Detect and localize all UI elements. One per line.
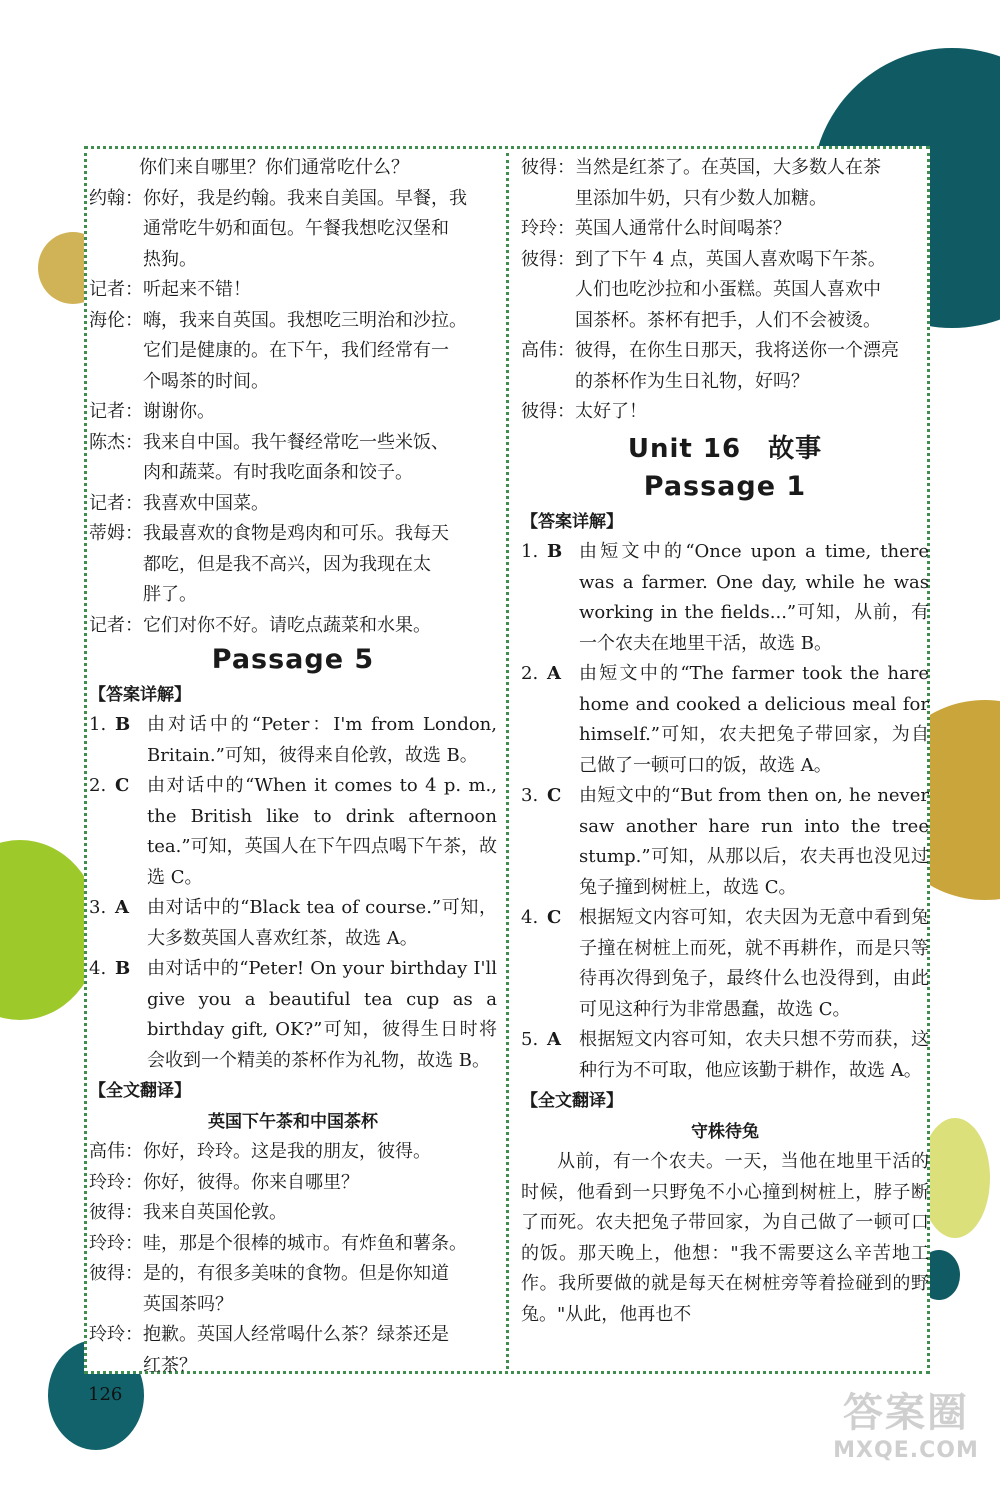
dialogue-continuation: 你们来自哪里？你们通常吃什么？ bbox=[139, 157, 409, 178]
speaker-name: 彼得： bbox=[89, 1202, 143, 1223]
answer-explanation: 由对话中的“Peter：I'm from London, Britain.”可知，彼得来自伦敦，故选 B。 bbox=[147, 714, 497, 766]
answer-explanation-tag: 【答案详解】 bbox=[521, 511, 623, 532]
dialogue-line bbox=[89, 611, 497, 642]
answer-letter: A bbox=[547, 663, 561, 684]
translation-title: 守株待兔 bbox=[691, 1121, 759, 1142]
dialogue-text: 我来自英国伦敦。 bbox=[143, 1202, 287, 1223]
dialogue-text: 太好了！ bbox=[575, 401, 647, 422]
watermark-text: 答案圈 bbox=[843, 1390, 969, 1436]
dialogue-text: 你好，彼得。你来自哪里？ bbox=[143, 1171, 359, 1193]
speaker-name: 记者： bbox=[89, 614, 143, 636]
story-paragraph: 从前，有一个农夫。一天，当他在地里干活的时候，他看到一只野兔不小心撞到树桩上，脖子断了而死。农夫把兔子带回家，为自己做了一顿可口的饭。那天晚上，他想："我不需要这么辛苦地工作。我所要做的就是每天在树桩旁等着捡碰到的野兔。"从此，他再也不 bbox=[521, 1151, 929, 1325]
answer-explanation: 由对话中的“Peter! On your birthday I'll give you a beautiful tea cup as a birthday gift, OK?”可知，彼得生日时将会收到一个精美的茶杯作为礼物，故选 B。 bbox=[147, 958, 497, 1071]
dialogue-text: 里添加牛奶，只有少数人加糖。 bbox=[575, 187, 827, 209]
dialogue-text: 通常吃牛奶和面包。午餐我想吃汉堡和 bbox=[143, 218, 449, 239]
answer-item bbox=[89, 893, 497, 954]
speaker-name: 彼得： bbox=[89, 1263, 143, 1284]
dialogue-line bbox=[89, 519, 497, 550]
dialogue-text: 我来自中国。我午餐经常吃一些米饭、 bbox=[143, 431, 449, 453]
dialogue-line bbox=[89, 275, 497, 306]
answer-number: 1. bbox=[521, 541, 539, 562]
dialogue-text: 抱歉。英国人经常喝什么茶？绿茶还是 bbox=[143, 1324, 449, 1345]
answer-item bbox=[521, 659, 929, 781]
answer-number: 4. bbox=[89, 958, 107, 979]
right-column bbox=[517, 149, 931, 1330]
dialogue-line bbox=[521, 184, 929, 215]
dialogue-text: 的茶杯作为生日礼物，好吗？ bbox=[575, 370, 809, 392]
dialogue-text: 国茶杯。茶杯有把手，人们不会被烫。 bbox=[575, 309, 881, 331]
dialogue-line bbox=[89, 458, 497, 489]
answer-number: 3. bbox=[521, 785, 539, 806]
site-watermark bbox=[812, 1388, 1000, 1478]
dialogue-text: 英国人通常什么时间喝茶？ bbox=[575, 218, 791, 239]
answer-letter: C bbox=[115, 775, 130, 796]
answer-item bbox=[89, 710, 497, 771]
answer-letter: C bbox=[547, 785, 562, 806]
translation-tag: 【全文翻译】 bbox=[89, 1081, 191, 1101]
speaker-name: 约翰： bbox=[89, 187, 143, 209]
answer-letter: A bbox=[547, 1029, 561, 1050]
dialogue-text: 听起来不错！ bbox=[143, 279, 251, 300]
speaker-name: 蒂姆： bbox=[89, 523, 143, 544]
speaker-name: 玲玲： bbox=[89, 1171, 143, 1193]
dialogue-text: 到了下午 4 点，英国人喜欢喝下午茶。 bbox=[575, 248, 886, 270]
answer-item bbox=[89, 954, 497, 1076]
dialogue-line bbox=[89, 214, 497, 245]
answer-explanation: 由短文中的“Once upon a time, there was a farmer. One day, while he was working in the fields...”可知，从前，有一个农夫在地里干活，故选 B。 bbox=[579, 541, 929, 654]
answer-explanation: 由短文中的“The farmer took the hare home and cooked a delicious meal for himself.”可知，农夫把兔子带回家，为自己做了一顿可口的饭，故选 A。 bbox=[579, 663, 929, 776]
dialogue-text: 你好，玲玲。这是我的朋友，彼得。 bbox=[143, 1141, 431, 1162]
speaker-name: 彼得： bbox=[521, 401, 575, 422]
dialogue-line bbox=[89, 306, 497, 337]
dialogue-line bbox=[89, 428, 497, 459]
answer-item bbox=[521, 1025, 929, 1086]
answer-number: 5. bbox=[521, 1029, 539, 1050]
dialogue-block bbox=[89, 1137, 497, 1381]
answer-letter: A bbox=[115, 897, 129, 918]
speaker-name: 玲玲： bbox=[89, 1324, 143, 1345]
dialogue-line bbox=[521, 367, 929, 398]
dialogue-text: 它们是健康的。在下午，我们经常有一 bbox=[143, 340, 449, 361]
dialogue-block bbox=[89, 184, 497, 642]
speaker-name: 陈杰： bbox=[89, 431, 143, 453]
page-content-frame bbox=[84, 146, 930, 1374]
answer-list bbox=[89, 710, 497, 1076]
speaker-name: 彼得： bbox=[521, 157, 575, 178]
dialogue-line bbox=[521, 275, 929, 306]
dialogue-line bbox=[89, 580, 497, 611]
answer-letter: B bbox=[547, 541, 563, 562]
dialogue-line bbox=[89, 367, 497, 398]
dialogue-text: 热狗。 bbox=[143, 248, 197, 270]
dialogue-line bbox=[89, 245, 497, 276]
dialogue-line bbox=[89, 397, 497, 428]
dialogue-line bbox=[89, 1198, 497, 1229]
dialogue-line bbox=[89, 336, 497, 367]
answer-number: 2. bbox=[521, 663, 539, 684]
dialogue-line bbox=[521, 397, 929, 428]
dialogue-line bbox=[521, 153, 929, 184]
answer-explanation-tag: 【答案详解】 bbox=[89, 684, 191, 705]
dialogue-text: 胖了。 bbox=[143, 584, 197, 605]
dialogue-line bbox=[89, 1168, 497, 1199]
dialogue-line bbox=[89, 550, 497, 581]
speaker-name: 高伟： bbox=[89, 1141, 143, 1162]
dialogue-text: 当然是红茶了。在英国，大多数人在茶 bbox=[575, 157, 881, 178]
dialogue-block bbox=[521, 153, 929, 428]
speaker-name: 记者： bbox=[89, 492, 143, 514]
speaker-name: 记者： bbox=[89, 401, 143, 422]
answer-item bbox=[521, 537, 929, 659]
speaker-name: 彼得： bbox=[521, 248, 575, 270]
page-number: 126 bbox=[88, 1384, 123, 1405]
answer-list bbox=[521, 537, 929, 1086]
speaker-name: 海伦： bbox=[89, 309, 143, 331]
dialogue-line bbox=[89, 184, 497, 215]
dialogue-text: 谢谢你。 bbox=[143, 401, 215, 422]
dialogue-text: 肉和蔬菜。有时我吃面条和饺子。 bbox=[143, 462, 413, 483]
translation-tag: 【全文翻译】 bbox=[521, 1091, 623, 1111]
watermark-url: MXQE.COM bbox=[833, 1438, 979, 1463]
left-column bbox=[87, 149, 499, 1381]
column-divider bbox=[506, 153, 509, 1369]
answer-number: 3. bbox=[89, 897, 107, 918]
answer-item bbox=[521, 903, 929, 1025]
dialogue-text: 都吃，但是我不高兴，因为我现在太 bbox=[143, 553, 431, 575]
dialogue-text: 嗨，我来自英国。我想吃三明治和沙拉。 bbox=[143, 309, 467, 331]
dialogue-text: 哇，那是个很棒的城市。有炸鱼和薯条。 bbox=[143, 1232, 467, 1254]
unit-title: Unit 16 故事 bbox=[627, 433, 823, 464]
answer-letter: B bbox=[115, 714, 131, 735]
dialogue-text: 我喜欢中国菜。 bbox=[143, 492, 269, 514]
dialogue-text: 个喝茶的时间。 bbox=[143, 370, 269, 392]
speaker-name: 高伟： bbox=[521, 340, 575, 361]
dialogue-line bbox=[89, 489, 497, 520]
dialogue-line bbox=[521, 306, 929, 337]
answer-letter: C bbox=[547, 907, 562, 928]
dialogue-line bbox=[89, 1351, 497, 1382]
dialogue-line bbox=[521, 214, 929, 245]
answer-number: 2. bbox=[89, 775, 107, 796]
dialogue-text: 是的，有很多美味的食物。但是你知道 bbox=[143, 1263, 449, 1284]
dialogue-line bbox=[89, 1137, 497, 1168]
answer-letter: B bbox=[115, 958, 131, 979]
speaker-name: 记者： bbox=[89, 279, 143, 300]
translation-title: 英国下午茶和中国茶杯 bbox=[208, 1111, 378, 1132]
dialogue-line bbox=[521, 245, 929, 276]
answer-item bbox=[521, 781, 929, 903]
answer-number: 1. bbox=[89, 714, 107, 735]
dialogue-line bbox=[89, 1290, 497, 1321]
passage-title: Passage 1 bbox=[643, 471, 807, 502]
dialogue-line bbox=[89, 1229, 497, 1260]
answer-explanation: 由对话中的“When it comes to 4 p. m., the British like to drink afternoon tea.”可知，英国人在下午四点喝下午茶，故选 C。 bbox=[147, 775, 497, 888]
dialogue-line bbox=[89, 1259, 497, 1290]
speaker-name: 玲玲： bbox=[89, 1232, 143, 1254]
answer-explanation: 由对话中的“Black tea of course.”可知，大多数英国人喜欢红茶，故选 A。 bbox=[147, 897, 497, 949]
dialogue-line bbox=[521, 336, 929, 367]
dialogue-text: 英国茶吗？ bbox=[143, 1293, 233, 1315]
speaker-name: 玲玲： bbox=[521, 218, 575, 239]
dialogue-text: 红茶？ bbox=[143, 1354, 197, 1376]
dialogue-text: 彼得，在你生日那天，我将送你一个漂亮 bbox=[575, 340, 899, 361]
answer-explanation: 根据短文内容可知，农夫因为无意中看到兔子撞在树桩上而死，就不再耕作，而是只等待再次得到兔子，最终什么也没得到，由此可见这种行为非常愚蠢，故选 C。 bbox=[579, 907, 929, 1020]
dialogue-text: 我最喜欢的食物是鸡肉和可乐。我每天 bbox=[143, 523, 449, 544]
answer-explanation: 由短文中的“But from then on, he never saw another hare run into the tree stump.”可知，从那以后，农夫再也没见过兔子撞到树桩上，故选 C。 bbox=[579, 785, 929, 898]
dialogue-line bbox=[89, 1320, 497, 1351]
dialogue-text: 你好，我是约翰。我来自美国。早餐，我 bbox=[143, 187, 467, 209]
answer-explanation: 根据短文内容可知，农夫只想不劳而获，这种行为不可取，他应该勤于耕作，故选 A。 bbox=[579, 1029, 929, 1081]
dialogue-text: 它们对你不好。请吃点蔬菜和水果。 bbox=[143, 614, 431, 636]
answer-item bbox=[89, 771, 497, 893]
dialogue-text: 人们也吃沙拉和小蛋糕。英国人喜欢中 bbox=[575, 279, 881, 300]
answer-number: 4. bbox=[521, 907, 539, 928]
passage-title: Passage 5 bbox=[211, 644, 375, 675]
